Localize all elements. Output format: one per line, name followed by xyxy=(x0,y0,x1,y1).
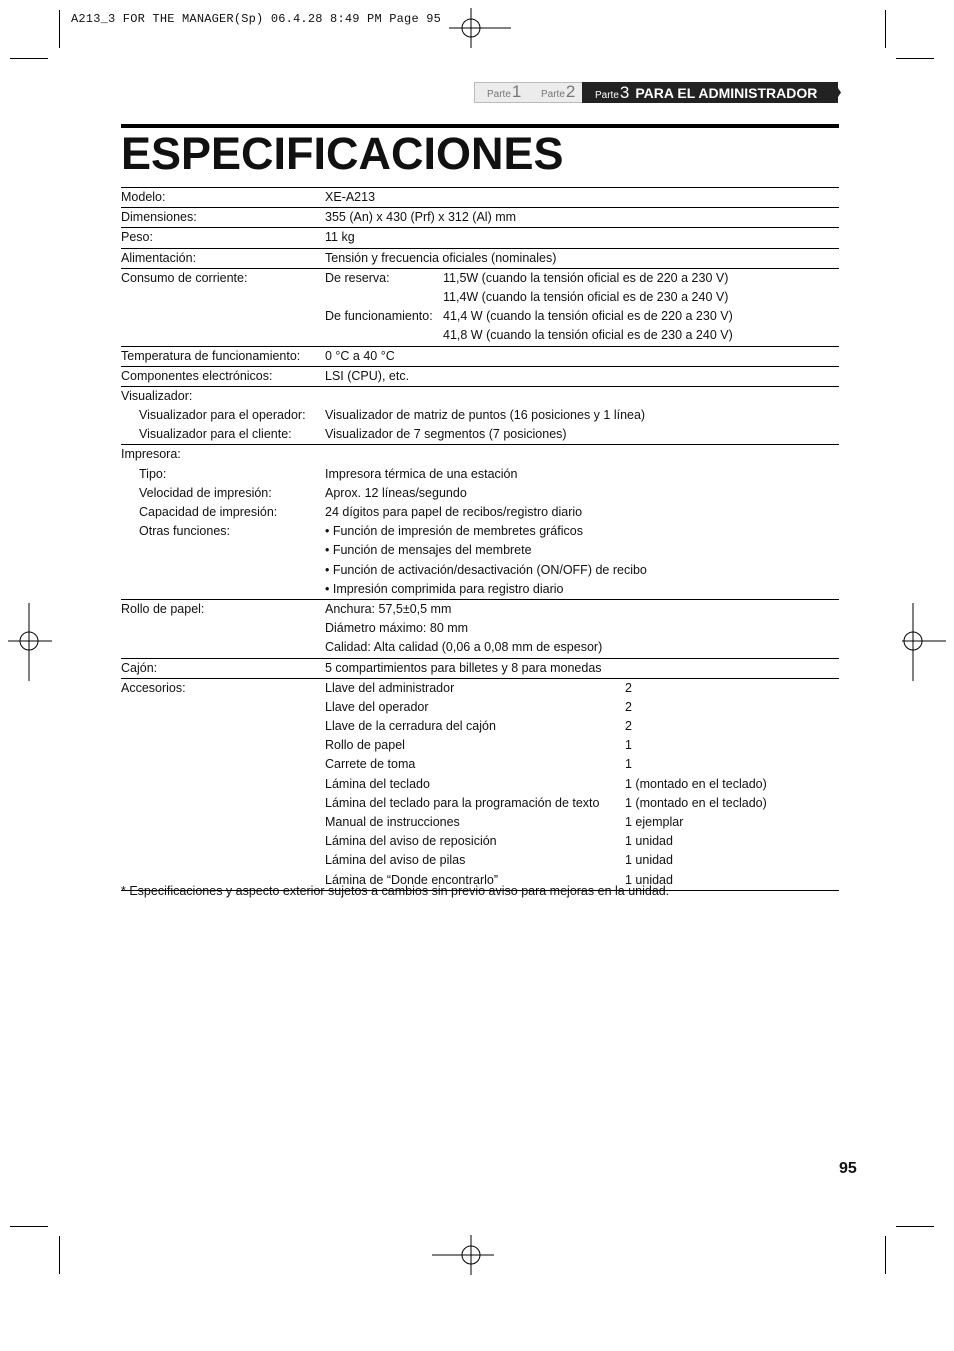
spec-value: Impresora térmica de una estación xyxy=(325,466,518,481)
crop-mark xyxy=(885,10,886,48)
accessory-qty: 2 xyxy=(625,680,632,695)
bullet-item: • Impresión comprimida para registro diario xyxy=(325,581,564,596)
crop-mark xyxy=(10,1226,48,1227)
spec-value: Diámetro máximo: 80 mm xyxy=(325,621,469,636)
spec-value: LSI (CPU), etc. xyxy=(325,368,410,383)
spec-label: Componentes electrónicos: xyxy=(121,368,273,383)
accessory-qty: 1 unidad xyxy=(625,853,673,868)
accessory-name: Lámina del aviso de reposición xyxy=(325,834,497,849)
tab-parte-2 xyxy=(530,82,590,103)
spec-sublabel: Velocidad de impresión: xyxy=(139,485,272,500)
spec-value: 355 (An) x 430 (Prf) x 312 (Al) mm xyxy=(325,210,517,225)
accessory-name: Carrete de toma xyxy=(325,757,416,772)
spec-sublabel: Tipo: xyxy=(139,466,167,481)
tab-number: 1 xyxy=(511,82,522,101)
spec-row-consumo xyxy=(121,269,839,347)
tab-prefix: Parte xyxy=(487,89,511,100)
accessory-name: Llave del operador xyxy=(325,699,429,714)
spec-value: Visualizador de matriz de puntos (16 posiciones y 1 línea) xyxy=(325,408,646,423)
accessory-qty: 1 (montado en el teclado) xyxy=(625,795,767,810)
tab-prefix: Parte xyxy=(541,89,565,100)
accessory-name: Rollo de papel xyxy=(325,738,405,753)
registration-mark-right xyxy=(902,603,946,647)
spec-sublabel: Otras funciones: xyxy=(139,524,231,539)
spec-value: 5 compartimientos para billetes y 8 para monedas xyxy=(325,660,602,675)
spec-row-rollo xyxy=(121,600,839,659)
accessory-qty: 1 xyxy=(625,757,632,772)
spec-row-visualizador xyxy=(121,387,839,446)
tab-parte-3 xyxy=(586,82,838,103)
spec-row-accesorios xyxy=(121,679,839,891)
crop-mark xyxy=(885,1236,886,1274)
spec-row-cajon xyxy=(121,659,839,679)
page-number: 95 xyxy=(839,1160,857,1177)
tab-number: 3 xyxy=(619,83,630,102)
spec-value: 41,8 W (cuando la tensión oficial es de 230 a 240 V) xyxy=(443,328,733,343)
bullet-item: • Función de mensajes del membrete xyxy=(325,543,532,558)
spec-label: Alimentación: xyxy=(121,250,197,265)
accessory-qty: 1 unidad xyxy=(625,834,673,849)
crop-mark xyxy=(896,58,934,59)
spec-label: Accesorios: xyxy=(121,680,186,695)
spec-value: Anchura: 57,5±0,5 mm xyxy=(325,601,452,616)
accessory-qty: 1 (montado en el teclado) xyxy=(625,776,767,791)
accessory-name: Lámina del teclado xyxy=(325,776,430,791)
accessory-name: Lámina del aviso de pilas xyxy=(325,853,466,868)
footnote: * Especificaciones y aspecto exterior sujetos a cambios sin previo aviso para mejoras en la unidad. xyxy=(121,884,670,898)
spec-label: Modelo: xyxy=(121,190,166,204)
spec-row-impresora xyxy=(121,445,839,600)
accessory-qty: 2 xyxy=(625,719,632,734)
spec-row-peso xyxy=(121,228,839,248)
spec-value: Aprox. 12 líneas/segundo xyxy=(325,485,467,500)
spec-sublabel: De funcionamiento: xyxy=(325,309,433,324)
registration-mark-left xyxy=(8,603,52,647)
spec-value: 0 °C a 40 °C xyxy=(325,348,395,363)
accessory-qty: 1 unidad xyxy=(625,872,673,887)
registration-mark-bottom xyxy=(432,1235,476,1279)
spec-label: Temperatura de funcionamiento: xyxy=(121,348,301,363)
bullet-item: • Función de activación/desactivación (ON/OFF) de recibo xyxy=(325,562,647,577)
accessory-qty: 2 xyxy=(625,699,632,714)
spec-sublabel: De reserva: xyxy=(325,270,390,285)
tab-end-arrow-icon xyxy=(834,82,842,103)
accessory-name: Lámina del teclado para la programación de texto xyxy=(325,795,600,810)
spec-row-temperatura xyxy=(121,347,839,367)
spec-value: Visualizador de 7 segmentos (7 posiciones) xyxy=(325,427,567,442)
spec-label: Rollo de papel: xyxy=(121,601,205,616)
spec-label: Impresora: xyxy=(121,447,181,462)
accessory-qty: 1 ejemplar xyxy=(625,815,684,829)
accessory-name: Llave de la cerradura del cajón xyxy=(325,719,496,734)
spec-row-componentes xyxy=(121,367,839,387)
crop-mark xyxy=(59,10,60,48)
bullet-item: • Función de impresión de membretes gráficos xyxy=(325,524,583,539)
crop-mark xyxy=(59,1236,60,1274)
spec-label: Dimensiones: xyxy=(121,210,197,225)
accessory-name: Lámina de “Donde encontrarlo” xyxy=(325,872,499,887)
spec-label: Visualizador: xyxy=(121,388,193,403)
crop-mark xyxy=(896,1226,934,1227)
spec-value: XE-A213 xyxy=(325,190,376,204)
tab-parte-1 xyxy=(474,82,536,103)
spec-value: 11,5W (cuando la tensión oficial es de 220 a 230 V) xyxy=(443,270,729,285)
accessory-name: Manual de instrucciones xyxy=(325,815,460,829)
spec-sublabel: Capacidad de impresión: xyxy=(139,505,278,519)
spec-row-modelo xyxy=(121,188,839,208)
page-title: ESPECIFICACIONES xyxy=(121,128,564,179)
spec-value: 24 dígitos para papel de recibos/registro diario xyxy=(325,505,583,519)
spec-value: 11,4W (cuando la tensión oficial es de 230 a 240 V) xyxy=(443,289,729,304)
spec-value: Tensión y frecuencia oficiales (nominales) xyxy=(325,250,557,265)
accessory-qty: 1 xyxy=(625,738,632,753)
registration-mark-top xyxy=(449,8,493,52)
tab-number: 2 xyxy=(565,82,576,101)
spec-row-dimensiones xyxy=(121,208,839,228)
spec-value: Calidad: Alta calidad (0,06 a 0,08 mm de espesor) xyxy=(325,640,603,655)
section-label: PARA EL ADMINISTRADOR xyxy=(635,85,818,101)
spec-label: Cajón: xyxy=(121,660,158,675)
spec-label: Consumo de corriente: xyxy=(121,270,248,285)
crop-mark xyxy=(10,58,48,59)
print-slug: A213_3 FOR THE MANAGER(Sp) 06.4.28 8:49 PM Page 95 xyxy=(71,12,442,26)
spec-value: 11 kg xyxy=(325,230,355,245)
spec-sublabel: Visualizador para el cliente: xyxy=(139,427,292,442)
tab-prefix: Parte xyxy=(595,90,619,101)
spec-label: Peso: xyxy=(121,230,153,245)
spec-row-alimentacion xyxy=(121,249,839,269)
spec-table xyxy=(121,187,839,891)
section-tabs xyxy=(474,82,838,103)
spec-sublabel: Visualizador para el operador: xyxy=(139,408,306,423)
accessory-name: Llave del administrador xyxy=(325,680,455,695)
spec-value: 41,4 W (cuando la tensión oficial es de 220 a 230 V) xyxy=(443,309,733,324)
